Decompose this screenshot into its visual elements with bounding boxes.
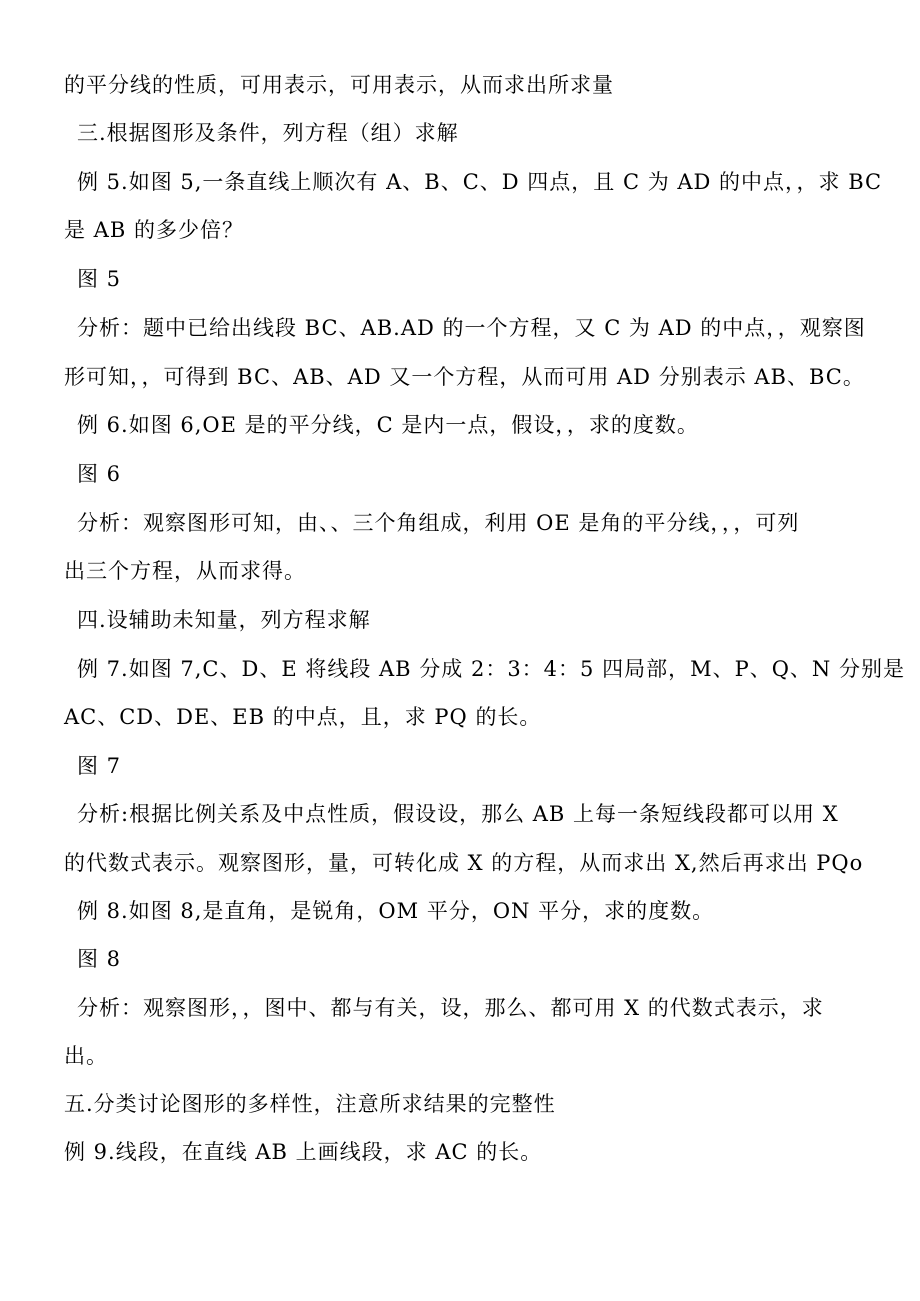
- example-9-line: 例 9.线段，在直线 AB 上画线段，求 AC 的长。: [64, 1140, 543, 1164]
- example-7-line-1: 例 7.如图 7,C、D、E 将线段 AB 分成 2：3：4：5 四局部，M、P、Q、N 分别是: [77, 657, 905, 681]
- example-5-line-2: 是 AB 的多少倍？: [64, 218, 244, 242]
- text-line-1: 的平分线的性质，可用表示，可用表示，从而求出所求量: [64, 73, 614, 97]
- example-7-line-2: AC、CD、DE、EB 的中点，且，求 PQ 的长。: [64, 705, 542, 729]
- analysis-8-line-1: 分析：观察图形，，图中、都与有关，设，那么、都可用 X 的代数式表示，求: [77, 996, 824, 1020]
- example-6-line: 例 6.如图 6,OE 是的平分线，C 是内一点，假设，，求的度数。: [77, 413, 699, 437]
- analysis-5-line-1: 分析：题中已给出线段 BC、AB.AD 的一个方程，又 C 为 AD 的中点，，观察图: [77, 316, 866, 340]
- section-heading-4: 四.设辅助未知量，列方程求解: [77, 608, 371, 632]
- analysis-7-line-2: 的代数式表示。观察图形，量，可转化成 X 的方程，从而求出 X,然后再求出 PQo: [64, 851, 864, 875]
- figure-7-label: 图 7: [77, 754, 122, 778]
- analysis-7-line-1: 分析:根据比例关系及中点性质，假设设，那么 AB 上每一条短线段都可以用 X: [77, 802, 839, 826]
- figure-5-label: 图 5: [77, 267, 122, 291]
- analysis-5-line-2: 形可知，，可得到 BC、AB、AD 又一个方程，从而可用 AD 分别表示 AB、BC。: [64, 365, 865, 389]
- section-heading-5: 五.分类讨论图形的多样性，注意所求结果的完整性: [64, 1092, 556, 1116]
- example-8-line: 例 8.如图 8,是直角，是锐角，OM 平分，ON 平分，求的度数。: [77, 899, 715, 923]
- figure-8-label: 图 8: [77, 947, 122, 971]
- example-5-line-1: 例 5.如图 5,一条直线上顺次有 A、B、C、D 四点，且 C 为 AD 的中点，，求 BC: [77, 170, 883, 194]
- analysis-8-line-2: 出。: [64, 1044, 108, 1068]
- analysis-6-line-1: 分析：观察图形可知，由、、三个角组成，利用 OE 是角的平分线，，，可列: [77, 511, 800, 535]
- analysis-6-line-2: 出三个方程，从而求得。: [64, 559, 306, 583]
- section-heading-3: 三.根据图形及条件，列方程（组）求解: [77, 121, 459, 145]
- figure-6-label: 图 6: [77, 462, 122, 486]
